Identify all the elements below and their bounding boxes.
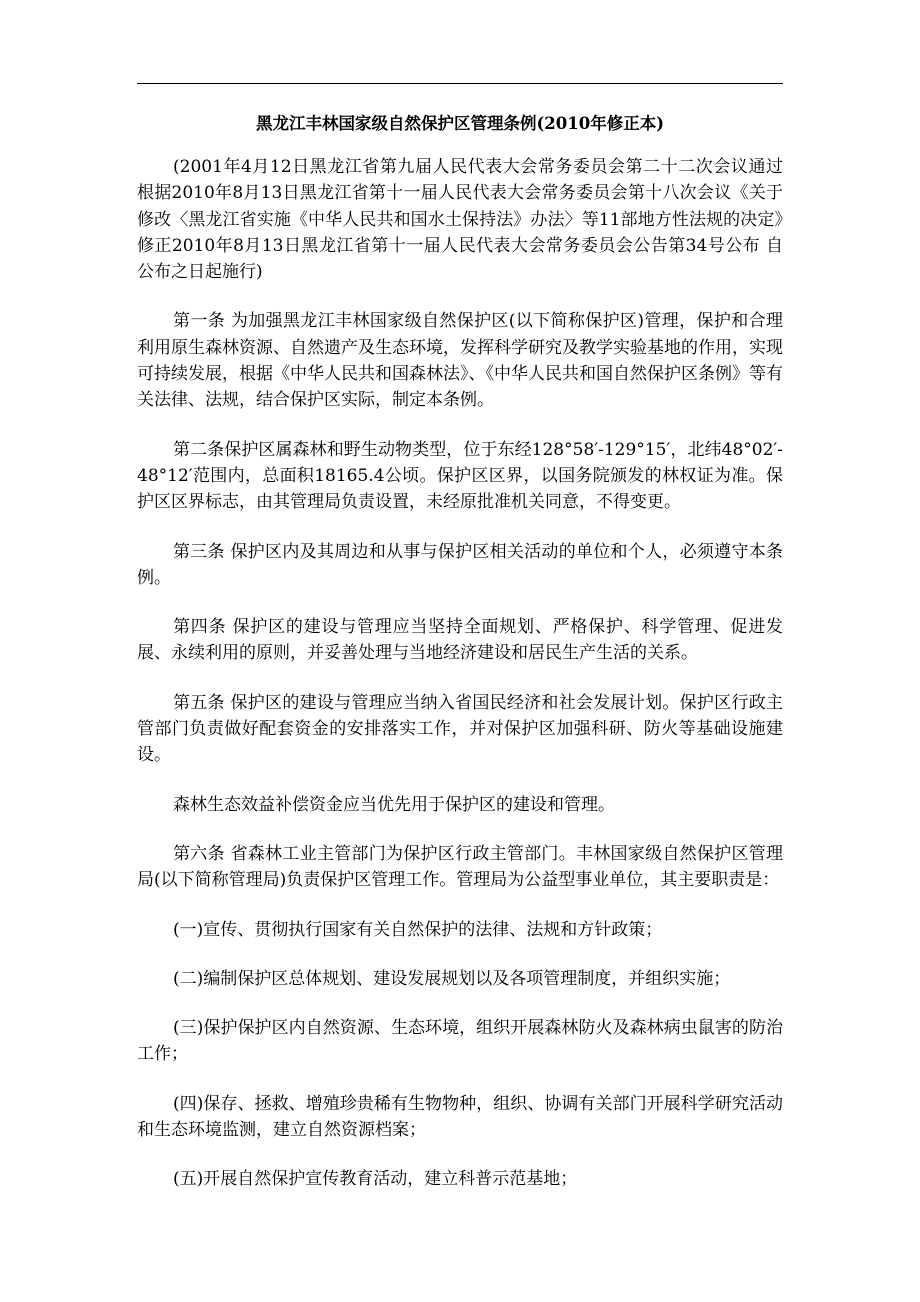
article-5-paragraph: 第五条 保护区的建设与管理应当纳入省国民经济和社会发展计划。保护区行政主管部门负责做好配套资金的安排落实工作，并对保护区加强科研、防火等基础设施建设。 <box>137 692 783 766</box>
article-6-paragraph: 第六条 省森林工业主管部门为保护区行政主管部门。丰林国家级自然保护区管理局(以下简称管理局)负责保护区管理工作。管理局为公益型事业单位，其主要职责是： <box>137 843 783 891</box>
duty-5-item: (五)开展自然保护宣传教育活动，建立科普示范基地； <box>173 1169 578 1190</box>
preamble-paragraph: (2001年4月12日黑龙江省第九届人民代表大会常务委员会第二十二次会议通过 根据2010年8月13日黑龙江省第十一届人民代表大会常务委员会第十八次会议《关于修改〈黑龙江省实施《中华人民共和国水土保持法》办法〉等11部地方性法规的决定》修正2010年8月13日黑龙江省第十一届人民代表大会常务委员会公告第34号公布 自公布之日起施行) <box>137 157 783 283</box>
article-5-clause-paragraph: 森林生态效益补偿资金应当优先用于保护区的建设和管理。 <box>173 794 615 815</box>
article-4-paragraph: 第四条 保护区的建设与管理应当坚持全面规划、严格保护、科学管理、促进发展、永续利用的原则，并妥善处理与当地经济建设和居民生产生活的关系。 <box>137 617 783 664</box>
duty-4-item: (四)保存、拯救、增殖珍贵稀有生物物种，组织、协调有关部门开展科学研究活动和生态环境监测，建立自然资源档案； <box>137 1093 783 1141</box>
article-1-paragraph: 第一条 为加强黑龙江丰林国家级自然保护区(以下简称保护区)管理，保护和合理利用原生森林资源、自然遗产及生态环境，发挥科学研究及教学实验基地的作用，实现可持续发展，根据《中华人民共和国森林法》、《中华人民共和国自然保护区条例》等有关法律、法规，结合保护区实际，制定本条例。 <box>137 311 783 411</box>
document-title: 黑龙江丰林国家级自然保护区管理条例(2010年修正本) <box>255 114 665 133</box>
header-rule <box>137 83 783 84</box>
duty-1-item: (一)宣传、贯彻执行国家有关自然保护的法律、法规和方针政策； <box>173 919 663 940</box>
article-3-paragraph: 第三条 保护区内及其周边和从事与保护区相关活动的单位和个人，必须遵守本条例。 <box>137 541 783 588</box>
article-2-paragraph: 第二条保护区属森林和野生动物类型，位于东经128°58′-129°15′，北纬48°02′-48°12′范围内，总面积18165.4公顷。保护区区界，以国务院颁发的林权证为准。保护区区界标志，由其管理局负责设置，未经原批准机关同意，不得变更。 <box>137 439 783 513</box>
document-body <box>137 154 783 1216</box>
duty-2-item: (二)编制保护区总体规划、建设发展规划以及各项管理制度，并组织实施； <box>173 968 731 989</box>
duty-3-item: (三)保护保护区内自然资源、生态环境，组织开展森林防火及森林病虫鼠害的防治工作； <box>137 1018 783 1065</box>
